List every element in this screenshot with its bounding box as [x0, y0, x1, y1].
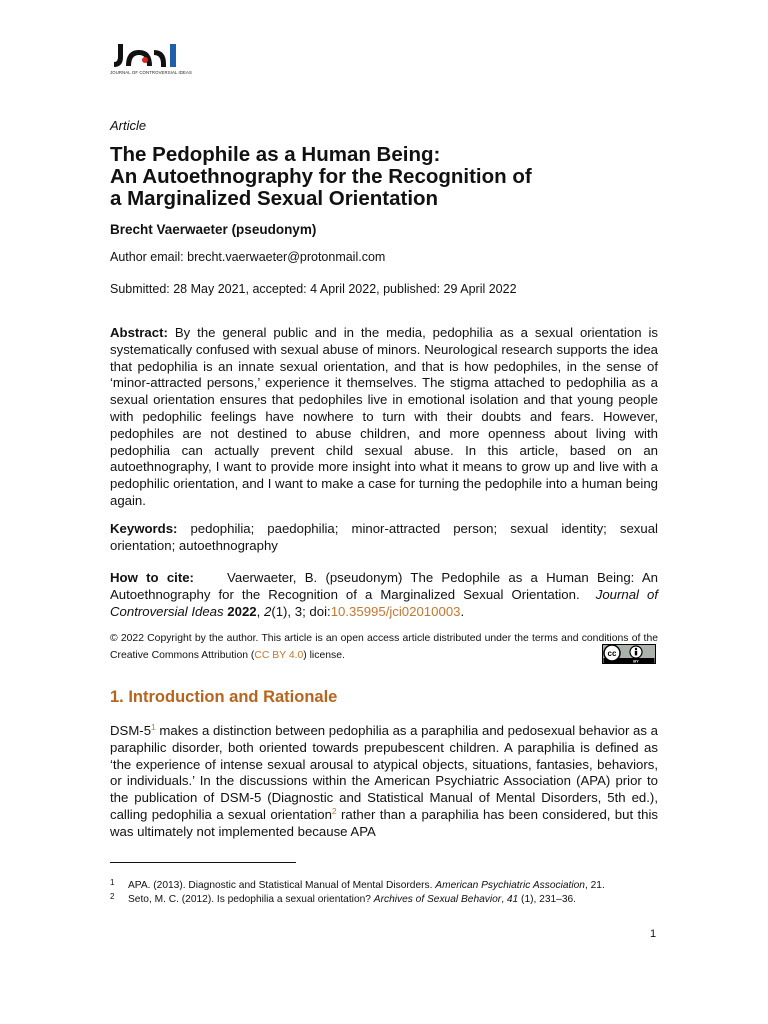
- keywords-text: pedophilia; paedophilia; minor-attracted person; sexual identity; sexual orientation; autoethnography: [110, 521, 658, 553]
- author-email: [110, 250, 385, 264]
- abstract-label: Abstract:: [110, 325, 168, 340]
- page-number: 1: [650, 928, 657, 940]
- publication-dates: Submitted: 28 May 2021, accepted: 4 April 2022, published: 29 April 2022: [110, 282, 517, 296]
- journal-logo-icon: [110, 40, 190, 70]
- journal-logo: [110, 40, 190, 80]
- email-label: Author email:: [110, 250, 184, 264]
- footnote-rest: , 21.: [584, 880, 605, 891]
- cite-year: 2022: [227, 603, 257, 619]
- section-heading: 1. Introduction and Rationale: [110, 688, 338, 706]
- cc-by-icon: [602, 644, 656, 664]
- footnote-ref-1[interactable]: 1: [151, 722, 156, 732]
- how-to-cite: How to cite: Vaerwaeter, B. (pseudonym) The Pedophile as a Human Being: An Autoethnography for the Recognition of a Marginalized Sexual Orientation. Journal of Controversial Ideas 2022, 2(1), 3; doi:10.35995/jci02010003.: [110, 570, 659, 619]
- keywords-label: Keywords:: [110, 521, 178, 536]
- footnote-volume: 41: [506, 894, 519, 905]
- author-name: Brecht Vaerwaeter (pseudonym): [110, 222, 317, 237]
- cite-text: Vaerwaeter, B. (pseudonym) The Pedophile as a Human Being: An Autoethnography for the Recognition of a Marginalized Sexual Orientation.: [110, 570, 659, 602]
- cc-by-badge[interactable]: [602, 644, 656, 664]
- copyright-notice: [110, 630, 658, 664]
- cite-issue: (1), 3; doi:: [271, 603, 331, 619]
- article-type-label: Article: [110, 118, 147, 133]
- footnote-text: Seto, M. C. (2012). Is pedophilia a sexual orientation?: [128, 894, 374, 905]
- footnote-number: 1: [110, 878, 115, 887]
- intro-paragraph: [110, 723, 658, 841]
- footnote-text: APA. (2013). Diagnostic and Statistical Manual of Mental Disorders.: [128, 880, 436, 891]
- footnote-divider: [110, 862, 296, 863]
- license-link[interactable]: CC BY 4.0: [254, 650, 304, 661]
- footnote-ref-2[interactable]: 2: [331, 805, 337, 816]
- title-line: The Pedophile as a Human Being:: [110, 143, 441, 166]
- cite-volume: 2: [263, 603, 272, 619]
- cite-journal: Journal of Controversial Ideas: [110, 586, 658, 619]
- copyright-text-end: ) license.: [303, 650, 345, 661]
- doi-link[interactable]: 10.35995/jci02010003: [330, 603, 461, 619]
- cite-end: .: [460, 603, 465, 619]
- svg-text:cc: cc: [607, 649, 617, 658]
- footnote-source: American Psychiatric Association: [435, 880, 585, 891]
- copyright-text: © 2022 Copyright by the author. This article is an open access article distributed under the terms and conditions of the Creative Commons Attribution (: [110, 633, 658, 661]
- cite-label: How to cite:: [110, 570, 194, 585]
- journal-logo-text: JOURNAL OF CONTROVERSIAL IDEAS: [110, 70, 192, 75]
- footnote-2: 2 Seto, M. C. (2012). Is pedophilia a sexual orientation? Archives of Sexual Behavior, 41 (1), 231–36.: [110, 892, 576, 905]
- title-line: a Marginalized Sexual Orientation: [110, 187, 439, 210]
- footnote-rest: (1), 231–36.: [518, 894, 576, 905]
- intro-text-a: DSM-5: [110, 723, 152, 738]
- abstract-text: By the general public and in the media, pedophilia as a sexual orientation is systematically confused with sexual abuse of minors. Neurological research supports the idea that pedophilia is an innate sexual orientation, and that is how pedophiles, in the sense of ‘minor-attracted persons,’ experience it themselves. The stigma attached to pedophilia as a sexual orientation ensures that pedophiles live in emotional isolation and that young people with pedophilic feelings have nowhere to turn with their doubts and fears. However, pedophiles are not destined to abuse children, and more openness about living with pedophilia can actually prevent child sexual abuse. In this article, based on an autoethnography, I want to provide more insight into what it means to grow up and live with a pedophilic orientation, and I want to make a case for turning the pedophile into a human being again.: [110, 325, 658, 508]
- intro-text-c: rather than a paraphilia has been considered, but this was ultimately not implemented because APA: [110, 806, 658, 839]
- keywords: [110, 521, 658, 555]
- abstract: [110, 325, 658, 510]
- email-address[interactable]: brecht.vaerwaeter@protonmail.com: [187, 250, 386, 264]
- title-line: An Autoethnography for the Recognition of: [110, 165, 532, 188]
- footnote-source: Archives of Sexual Behavior: [373, 894, 502, 905]
- intro-text-b: makes a distinction between pedophilia as a paraphilia and pedosexual behavior as a paraphilic disorder, both oriented towards prepubescent children. A paraphilia is defined as ‘the experience of intense sexual arousal to atypical objects, situations, fantasies, behaviors, or individuals.’ In the discussions within the American Psychiatric Association (APA) prior to the publication of DSM-5 (Diagnostic and Statistical Manual of Mental Disorders, 5th ed.), calling pedophilia a sexual orientation: [110, 723, 658, 822]
- footnote-number: 2: [110, 892, 115, 901]
- article-title: [110, 144, 670, 210]
- cc-by-badge-label: BY: [633, 658, 639, 664]
